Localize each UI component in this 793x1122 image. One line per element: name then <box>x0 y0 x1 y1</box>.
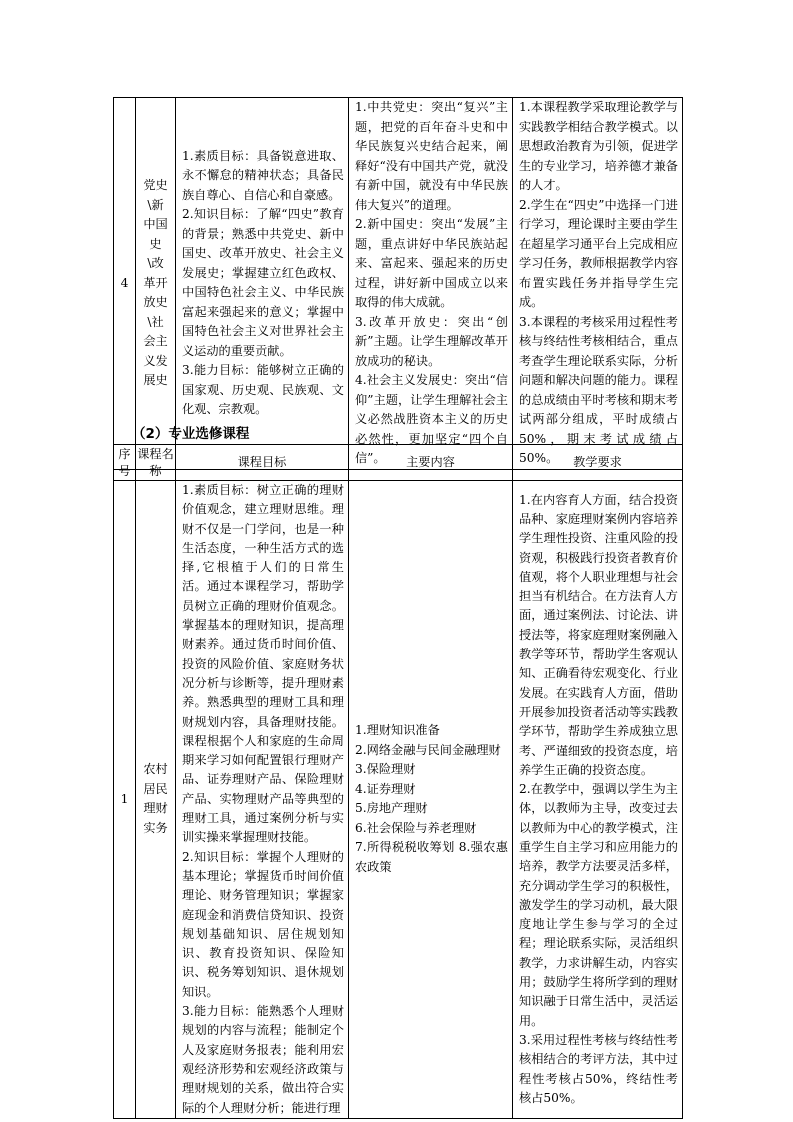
header-course-name: 课程名称 <box>136 445 176 481</box>
course-table-elective <box>113 444 683 1119</box>
header-goals: 课程目标 <box>176 445 349 481</box>
content-paragraph: 4.社会主义发展史：突出“信仰”主题，让学生理解社会主义必然战胜资本主义的历史必然性，更加坚定“四个自信”。 <box>355 373 508 465</box>
requirement-paragraph: 1.本课程教学采取理论教学与实践教学相结合教学模式。以思想政治教育为引领，促进学生的专业学习，培养德才兼备的人才。 <box>519 100 678 192</box>
row-number: 1 <box>114 481 136 1119</box>
content-paragraph: 3.改革开放史：突出“创新”主题。让学生理解改革开放成功的秘诀。 <box>355 314 508 368</box>
content-item: 7.所得税税收筹划 8.强农惠农政策 <box>355 840 508 874</box>
content-item: 6.社会保险与养老理财 <box>355 820 477 835</box>
content-item: 5.房地产理财 <box>355 801 428 816</box>
requirement-paragraph: 3.采用过程性考核与终结性考核相结合的考评方法，其中过程性考核占50%，终结性考核占50%。 <box>519 1032 678 1105</box>
course-name: 党史\新中国史\改革开放史\社会主义发展史 <box>136 98 176 470</box>
course-content <box>349 481 513 1119</box>
course-content <box>349 98 513 470</box>
goal-paragraph: 1.素质目标：树立正确的理财价值观念，建立理财思维。理财不仅是一门学问，也是一种生活态度，一种生活方式的选择,它根植于人们的日常生活。通过本课程学习，帮助学员树立正确的理财价值观念。掌握基本的理财知识，提高理财素养。通过货币时间价值、投资的风险价值、家庭财务状况分析与诊断等，提升理财素养。熟悉典型的理财工具和理财规划内容，具备理财技能。课程根据个人和家庭的生命周期来学习如何配置银行理财产品、证券理财产品、保险理财产品、实物理财产品等典型的理财工具，通过案例分析与实训实操来掌握理财技能。 <box>182 483 344 845</box>
goal-paragraph: 3.能力目标：能熟悉个人理财规划的内容与流程；能制定个人及家庭财务报表；能利用宏观经济形势和宏观经济政策与理财规划的关系，做出符合实际的个人理财分析；能进行理 <box>182 1004 344 1115</box>
course-goals <box>176 481 349 1119</box>
teaching-requirements <box>513 481 683 1119</box>
content-item: 3.保险理财 <box>355 762 416 777</box>
content-item: 4.证券理财 <box>355 781 416 796</box>
course-name: 农村居民理财实务 <box>136 481 176 1119</box>
requirement-paragraph: 1.在内容育人方面，结合投资品种、家庭理财案例内容培养学生理性投资、注重风险的投资观，积极践行投资者教育价值观，将个人职业理想与社会担当有机结合。在方法育人方面，通过案例法、讨论法、讲授法等，将家庭理财案例融入教学等环节，帮助学生客观认知、正确看待宏观变化、行业发展。在实践育人方面，借助开展参加投资者活动等实践教学环节，帮助学生养成独立思考、严谨细致的投资态度，培养学生正确的投资态度。 <box>519 492 678 777</box>
goal-paragraph: 2.知识目标：了解“四史”教育的背景；熟悉中共党史、新中国史、改革开放史、社会主义发展史；掌握建立红色政权、中国特色社会主义、中华民族富起来强起来的意义；掌握中国特色社会主义对世界社会主义运动的重要贡献。 <box>182 207 344 358</box>
table-row <box>114 98 683 470</box>
content-paragraph: 2.新中国史：突出“发展”主题，重点讲好中华民族站起来、富起来、强起来的历史过程，讲好新中国成立以来取得的伟大成就。 <box>355 217 508 309</box>
course-table-required <box>113 97 683 470</box>
header-no: 序号 <box>114 445 136 481</box>
content-paragraph: 1.中共党史：突出“复兴”主题，把党的百年奋斗史和中华民族复兴史结合起来，阐释好“没有中国共产党，就没有新中国，就没有中华民族伟大复兴”的道理。 <box>355 100 508 212</box>
teaching-requirements <box>513 98 683 470</box>
table-row <box>114 481 683 1119</box>
table-header-row <box>114 445 683 481</box>
requirement-paragraph: 2.学生在“四史”中选择一门进行学习，理论课时主要由学生在超星学习通平台上完成相应学习任务，教师根据教学内容布置实践任务并指导学生完成。 <box>519 197 678 309</box>
requirement-paragraph: 2.在教学中，强调以学生为主体，以教师为主导，改变过去以教师为中心的教学模式，注重学生自主学习和应用能力的培养，教学方法要灵活多样，充分调动学生学习的积极性，激发学生的学习动机，最大限度地让学生参与学习的全过程；理论联系实际，灵活组织教学，力求讲解生动，内容实用；鼓励学生将所学到的理财知识融于日常生活中，灵活运用。 <box>519 782 678 1028</box>
goal-paragraph: 1.素质目标：具备锐意进取、永不懈怠的精神状态；具备民族自尊心、自信心和自豪感。 <box>182 148 344 202</box>
goal-paragraph: 2.知识目标：掌握个人理财的基本理论；掌握货币时间价值理论、财务管理知识；掌握家庭现金和消费信贷知识、投资规划基础知识、居住规划知识、教育投资知识、保险知识、税务筹划知识、退休规划知识。 <box>182 849 344 999</box>
content-item: 2.网络金融与民间金融理财 <box>355 742 501 757</box>
header-requirements: 教学要求 <box>513 445 683 481</box>
goal-paragraph: 3.能力目标：能够树立正确的国家观、历史观、民族观、文化观、宗教观。 <box>182 363 344 417</box>
row-number: 4 <box>114 98 136 470</box>
requirement-paragraph: 3.本课程的考核采用过程性考核与终结性考核相结合，重点考查学生理论联系实际，分析问题和解决问题的能力。课程的总成绩由平时考核和期末考试两部分组成，平时成绩占50%，期末考试成绩占50%。 <box>519 314 678 465</box>
header-content: 主要内容 <box>349 445 513 481</box>
content-item: 1.理财知识准备 <box>355 723 440 738</box>
section-heading: （2）专业选修课程 <box>132 426 250 442</box>
course-goals <box>176 98 349 470</box>
